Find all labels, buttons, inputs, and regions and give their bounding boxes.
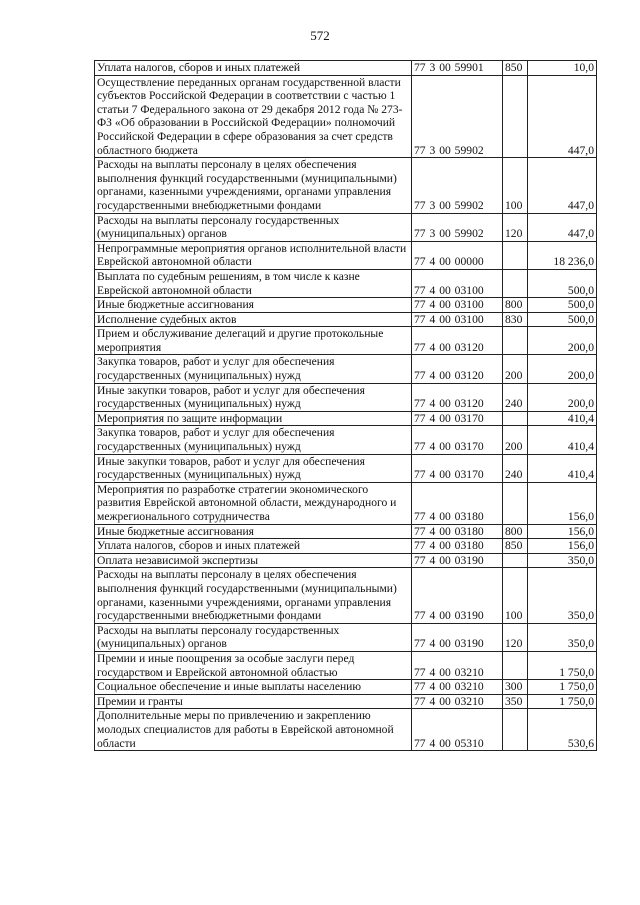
expense-type-cell: 800 bbox=[503, 524, 528, 539]
expense-type-cell: 200 bbox=[503, 355, 528, 383]
expense-name-cell: Расходы на выплаты персоналу государственных (муниципальных) органов bbox=[95, 213, 412, 241]
target-code-cell: 77 4 00 03120 bbox=[412, 327, 503, 355]
table-row bbox=[95, 709, 597, 751]
table-row bbox=[95, 383, 597, 411]
expense-name-cell: Премии и иные поощрения за особые заслуги перед государством и Еврейской автономной областью bbox=[95, 651, 412, 679]
target-code-cell: 77 4 00 05310 bbox=[412, 709, 503, 751]
amount-cell: 500,0 bbox=[528, 312, 597, 327]
amount-cell: 156,0 bbox=[528, 539, 597, 554]
table-row bbox=[95, 241, 597, 269]
amount-cell: 410,4 bbox=[528, 454, 597, 482]
budget-table bbox=[94, 60, 597, 751]
table-row bbox=[95, 694, 597, 709]
target-code-cell: 77 3 00 59901 bbox=[412, 61, 503, 76]
expense-type-cell: 800 bbox=[503, 298, 528, 313]
amount-cell: 1 750,0 bbox=[528, 694, 597, 709]
expense-type-cell bbox=[503, 269, 528, 297]
amount-cell: 447,0 bbox=[528, 75, 597, 158]
target-code-cell: 77 4 00 03170 bbox=[412, 426, 503, 454]
target-code-cell: 77 4 00 03210 bbox=[412, 680, 503, 695]
amount-cell: 1 750,0 bbox=[528, 651, 597, 679]
table-row bbox=[95, 158, 597, 213]
expense-name-cell: Уплата налогов, сборов и иных платежей bbox=[95, 539, 412, 554]
table-row bbox=[95, 623, 597, 651]
table-row bbox=[95, 327, 597, 355]
expense-name-cell: Непрограммные мероприятия органов исполнительной власти Еврейской автономной области bbox=[95, 241, 412, 269]
amount-cell: 447,0 bbox=[528, 158, 597, 213]
expense-type-cell: 350 bbox=[503, 694, 528, 709]
amount-cell: 350,0 bbox=[528, 553, 597, 568]
amount-cell: 1 750,0 bbox=[528, 680, 597, 695]
amount-cell: 156,0 bbox=[528, 482, 597, 524]
page-number: 572 bbox=[310, 28, 330, 43]
expense-type-cell: 120 bbox=[503, 213, 528, 241]
expense-type-cell: 850 bbox=[503, 539, 528, 554]
expense-name-cell: Премии и гранты bbox=[95, 694, 412, 709]
table-row bbox=[95, 411, 597, 426]
target-code-cell: 77 4 00 03100 bbox=[412, 312, 503, 327]
expense-type-cell: 240 bbox=[503, 383, 528, 411]
table-row bbox=[95, 680, 597, 695]
expense-name-cell: Иные бюджетные ассигнования bbox=[95, 524, 412, 539]
expense-name-cell: Мероприятия по защите информации bbox=[95, 411, 412, 426]
expense-type-cell: 200 bbox=[503, 426, 528, 454]
expense-name-cell: Иные закупки товаров, работ и услуг для обеспечения государственных (муниципальных) нужд bbox=[95, 383, 412, 411]
target-code-cell: 77 4 00 03120 bbox=[412, 383, 503, 411]
amount-cell: 500,0 bbox=[528, 269, 597, 297]
target-code-cell: 77 4 00 03120 bbox=[412, 355, 503, 383]
table-row bbox=[95, 298, 597, 313]
target-code-cell: 77 4 00 03170 bbox=[412, 454, 503, 482]
expense-type-cell bbox=[503, 553, 528, 568]
table-row bbox=[95, 75, 597, 158]
amount-cell: 156,0 bbox=[528, 524, 597, 539]
target-code-cell: 77 4 00 03100 bbox=[412, 269, 503, 297]
expense-name-cell: Оплата независимой экспертизы bbox=[95, 553, 412, 568]
table-row bbox=[95, 568, 597, 623]
expense-type-cell bbox=[503, 75, 528, 158]
expense-type-cell bbox=[503, 651, 528, 679]
target-code-cell: 77 3 00 59902 bbox=[412, 158, 503, 213]
table-row bbox=[95, 312, 597, 327]
amount-cell: 530,6 bbox=[528, 709, 597, 751]
amount-cell: 200,0 bbox=[528, 355, 597, 383]
expense-name-cell: Расходы на выплаты персоналу в целях обеспечения выполнения функций государственными (муниципальными) органами, казенными учреждениями, органами управления государственными внебюджетными фондами bbox=[95, 568, 412, 623]
table-row bbox=[95, 426, 597, 454]
table-row bbox=[95, 539, 597, 554]
expense-type-cell: 100 bbox=[503, 158, 528, 213]
target-code-cell: 77 4 00 03210 bbox=[412, 651, 503, 679]
target-code-cell: 77 4 00 03170 bbox=[412, 411, 503, 426]
table-row bbox=[95, 269, 597, 297]
expense-type-cell bbox=[503, 411, 528, 426]
amount-cell: 350,0 bbox=[528, 623, 597, 651]
expense-name-cell: Выплата по судебным решениям, в том числе к казне Еврейской автономной области bbox=[95, 269, 412, 297]
table-row bbox=[95, 553, 597, 568]
expense-type-cell bbox=[503, 241, 528, 269]
expense-name-cell: Иные бюджетные ассигнования bbox=[95, 298, 412, 313]
expense-type-cell: 240 bbox=[503, 454, 528, 482]
expense-name-cell: Исполнение судебных актов bbox=[95, 312, 412, 327]
target-code-cell: 77 4 00 00000 bbox=[412, 241, 503, 269]
amount-cell: 200,0 bbox=[528, 383, 597, 411]
expense-type-cell: 850 bbox=[503, 61, 528, 76]
target-code-cell: 77 3 00 59902 bbox=[412, 75, 503, 158]
amount-cell: 10,0 bbox=[528, 61, 597, 76]
expense-name-cell: Уплата налогов, сборов и иных платежей bbox=[95, 61, 412, 76]
expense-type-cell: 830 bbox=[503, 312, 528, 327]
target-code-cell: 77 4 00 03180 bbox=[412, 539, 503, 554]
expense-type-cell: 300 bbox=[503, 680, 528, 695]
table-row bbox=[95, 61, 597, 76]
table-row bbox=[95, 524, 597, 539]
expense-name-cell: Расходы на выплаты персоналу в целях обеспечения выполнения функций государственными (муниципальными) органами, казенными учреждениями, органами управления государственными внебюджетными фондами bbox=[95, 158, 412, 213]
amount-cell: 18 236,0 bbox=[528, 241, 597, 269]
table-row bbox=[95, 213, 597, 241]
target-code-cell: 77 4 00 03210 bbox=[412, 694, 503, 709]
target-code-cell: 77 4 00 03190 bbox=[412, 568, 503, 623]
expense-name-cell: Расходы на выплаты персоналу государственных (муниципальных) органов bbox=[95, 623, 412, 651]
amount-cell: 200,0 bbox=[528, 327, 597, 355]
amount-cell: 350,0 bbox=[528, 568, 597, 623]
expense-name-cell: Социальное обеспечение и иные выплаты населению bbox=[95, 680, 412, 695]
target-code-cell: 77 4 00 03180 bbox=[412, 524, 503, 539]
budget-table-body bbox=[95, 61, 597, 751]
expense-name-cell: Осуществление переданных органам государственной власти субъектов Российской Федерации в соответствии с частью 1 статьи 7 Федерального закона от 29 декабря 2012 года № 273-ФЗ «Об образовании в Российской Федерации» полномочий Российской Федерации в сфере образования за счет средств областного бюджета bbox=[95, 75, 412, 158]
expense-type-cell: 120 bbox=[503, 623, 528, 651]
expense-type-cell bbox=[503, 482, 528, 524]
target-code-cell: 77 3 00 59902 bbox=[412, 213, 503, 241]
expense-name-cell: Закупка товаров, работ и услуг для обеспечения государственных (муниципальных) нужд bbox=[95, 355, 412, 383]
table-row bbox=[95, 454, 597, 482]
table-row bbox=[95, 651, 597, 679]
amount-cell: 500,0 bbox=[528, 298, 597, 313]
target-code-cell: 77 4 00 03180 bbox=[412, 482, 503, 524]
expense-name-cell: Дополнительные меры по привлечению и закреплению молодых специалистов для работы в Еврейской автономной области bbox=[95, 709, 412, 751]
expense-type-cell bbox=[503, 327, 528, 355]
expense-name-cell: Мероприятия по разработке стратегии экономического развития Еврейской автономной области, международного и межрегионального сотрудничества bbox=[95, 482, 412, 524]
table-row bbox=[95, 355, 597, 383]
expense-name-cell: Прием и обслуживание делегаций и другие протокольные мероприятия bbox=[95, 327, 412, 355]
target-code-cell: 77 4 00 03100 bbox=[412, 298, 503, 313]
amount-cell: 447,0 bbox=[528, 213, 597, 241]
amount-cell: 410,4 bbox=[528, 426, 597, 454]
amount-cell: 410,4 bbox=[528, 411, 597, 426]
expense-type-cell: 100 bbox=[503, 568, 528, 623]
expense-name-cell: Закупка товаров, работ и услуг для обеспечения государственных (муниципальных) нужд bbox=[95, 426, 412, 454]
expense-type-cell bbox=[503, 709, 528, 751]
target-code-cell: 77 4 00 03190 bbox=[412, 623, 503, 651]
expense-name-cell: Иные закупки товаров, работ и услуг для обеспечения государственных (муниципальных) нужд bbox=[95, 454, 412, 482]
table-row bbox=[95, 482, 597, 524]
target-code-cell: 77 4 00 03190 bbox=[412, 553, 503, 568]
